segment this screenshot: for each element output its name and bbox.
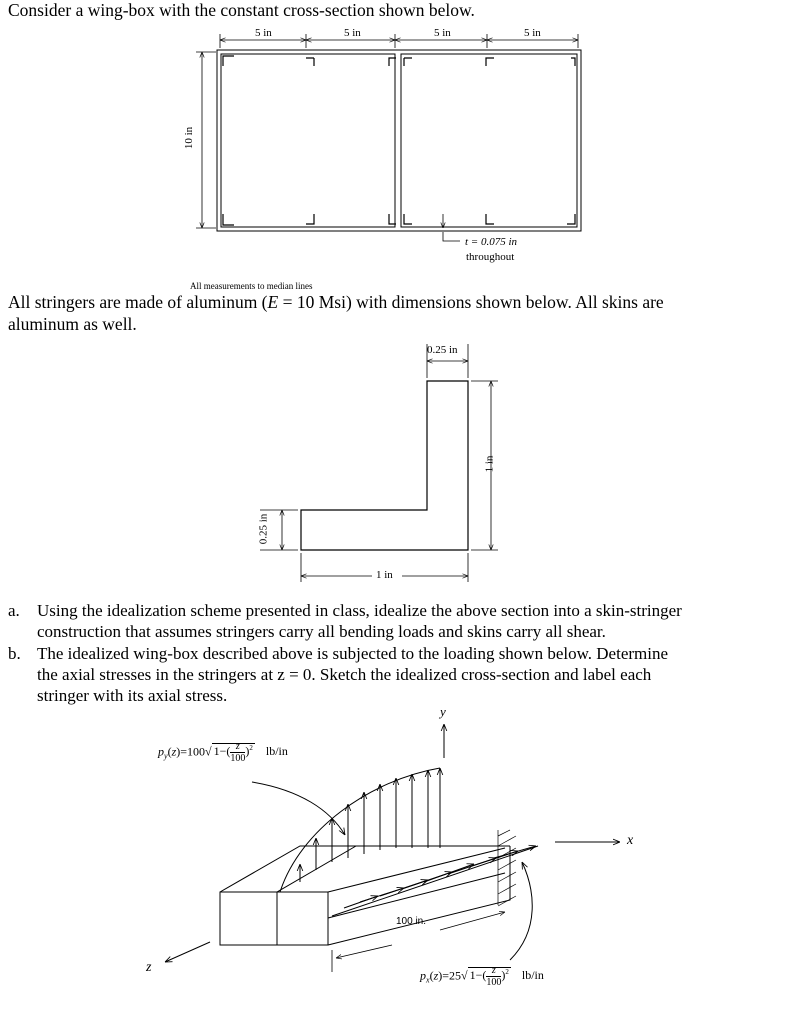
thickness-note: throughout [466, 251, 515, 263]
stringer-top-width: 0.25 in [427, 344, 458, 356]
intro-text: Consider a wing-box with the constant cross-section shown below. [8, 0, 475, 20]
question-a-line-2: construction that assumes stringers carry all bending loads and skins carry all shear. [37, 622, 606, 641]
py-frac-num: z [230, 741, 245, 753]
axis-z-label: z [146, 960, 152, 975]
stringer-text-line1 [8, 292, 664, 313]
wingbox-height-dimension [196, 52, 216, 228]
px-load-distribution [332, 846, 538, 960]
px-frac-den: 100 [486, 977, 502, 988]
dim-label-2: 5 in [344, 27, 361, 39]
measurement-note: All measurements to median lines [190, 281, 313, 291]
stringer-height: 1 in [483, 455, 496, 473]
thickness-label: t = 0.075 in [465, 236, 518, 248]
stringer-shape [301, 381, 468, 550]
question-b-line-1: The idealized wing-box described above is subjected to the loading shown below. Determine [37, 644, 669, 663]
wing-beam [220, 846, 510, 945]
py-symbol: p [158, 744, 164, 759]
py-subscript: y [164, 751, 168, 761]
height-label: 10 in [183, 126, 196, 150]
py-formula: $p_y(z)=100√$ 1−( $\frac{z}{100}$ )$^2$ lb/in [158, 741, 288, 764]
stringer-dimensions [260, 344, 498, 582]
modulus-symbol: E [267, 292, 279, 312]
stringer-text-pre: All stringers are made of aluminum ( [8, 292, 268, 312]
py-coefficient: 100 [187, 744, 205, 759]
stringer-base-width: 1 in [376, 569, 393, 581]
px-symbol: p [420, 968, 426, 983]
axis-y-label: y [440, 704, 446, 719]
question-a-label: a. [8, 601, 20, 620]
px-units: lb/in [521, 968, 544, 983]
question-b-line-3: stringer with its axial stress. [37, 686, 228, 705]
dim-label-3: 5 in [434, 27, 451, 39]
px-frac-num: z [486, 965, 501, 977]
stringer-text-line2: aluminum as well. [8, 314, 137, 334]
dim-label-4: 5 in [524, 27, 541, 39]
axis-x-label: x [627, 833, 634, 848]
dim-label-1: 5 in [255, 27, 272, 39]
wingbox-stringers [223, 56, 575, 225]
stringer-text-post: = 10 Msi) with dimensions shown below. All skins are [278, 292, 664, 312]
wall-hatch [498, 830, 516, 906]
px-formula: $p_x(z)=25√$ 1−( $\frac{z}{100}$ )$^2$ lb/in [420, 965, 544, 988]
stringer-flange-thickness: 0.25 in [257, 513, 270, 545]
px-coefficient: 25 [449, 968, 461, 983]
wingbox-skins [217, 50, 581, 231]
question-b-line-2: the axial stresses in the stringers at z = 0. Sketch the idealized cross-section and label each [37, 665, 652, 684]
question-a-line-1: Using the idealization scheme presented in class, idealize the above section into a skin-stringer [37, 601, 682, 620]
length-label: 100 in. [396, 916, 427, 927]
py-frac-den: 100 [230, 753, 246, 764]
py-units: lb/in [265, 744, 288, 759]
question-b-label: b. [8, 644, 21, 663]
py-load-distribution [252, 768, 440, 892]
px-subscript: x [426, 975, 430, 985]
